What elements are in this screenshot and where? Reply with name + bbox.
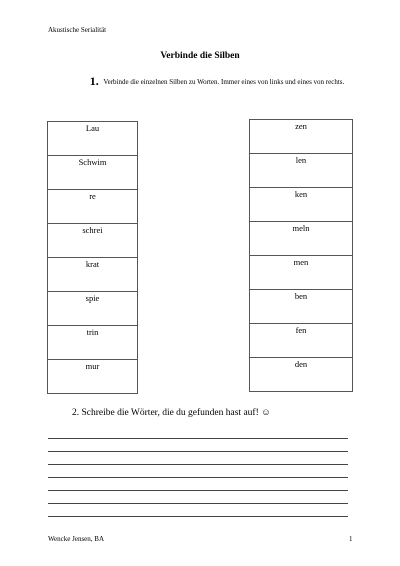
header-subject: Akustische Serialität — [48, 26, 107, 34]
right-syllable-cell: men — [250, 256, 353, 290]
right-syllable-cell: fen — [250, 324, 353, 358]
left-syllable-table — [47, 121, 138, 394]
task-1-number: 1. — [89, 74, 99, 88]
right-syllable-cell: ken — [250, 188, 353, 222]
right-syllable-cell: den — [250, 358, 353, 392]
task-2-instruction: 2. Schreibe die Wörter, die du gefunden hast auf! ☺ — [72, 408, 271, 418]
right-syllable-cell: meln — [250, 222, 353, 256]
page-title: Verbinde die Silben — [160, 51, 240, 61]
left-syllable-cell: spie — [48, 292, 138, 326]
task-1 — [72, 76, 362, 88]
writing-line[interactable] — [48, 451, 348, 452]
footer-page-number: 1 — [349, 535, 353, 543]
writing-line[interactable] — [48, 438, 348, 439]
right-syllable-cell: zen — [250, 120, 353, 154]
left-syllable-cell: mur — [48, 360, 138, 394]
right-syllable-table — [249, 119, 353, 392]
footer-author: Wencke Jensen, BA — [48, 535, 105, 543]
left-syllable-cell: krat — [48, 258, 138, 292]
left-syllable-cell: re — [48, 190, 138, 224]
right-syllable-cell: ben — [250, 290, 353, 324]
writing-line[interactable] — [48, 477, 348, 478]
task-1-instruction: Verbinde die einzelnen Silben zu Worten. Immer eines von links und eines von rechts. — [103, 78, 345, 86]
left-syllable-cell: Schwim — [48, 156, 138, 190]
writing-line[interactable] — [48, 490, 348, 491]
left-syllable-cell: schrei — [48, 224, 138, 258]
writing-line[interactable] — [48, 503, 348, 504]
writing-line[interactable] — [48, 516, 348, 517]
left-syllable-cell: trin — [48, 326, 138, 360]
right-syllable-cell: len — [250, 154, 353, 188]
left-syllable-cell: Lau — [48, 122, 138, 156]
writing-line[interactable] — [48, 464, 348, 465]
